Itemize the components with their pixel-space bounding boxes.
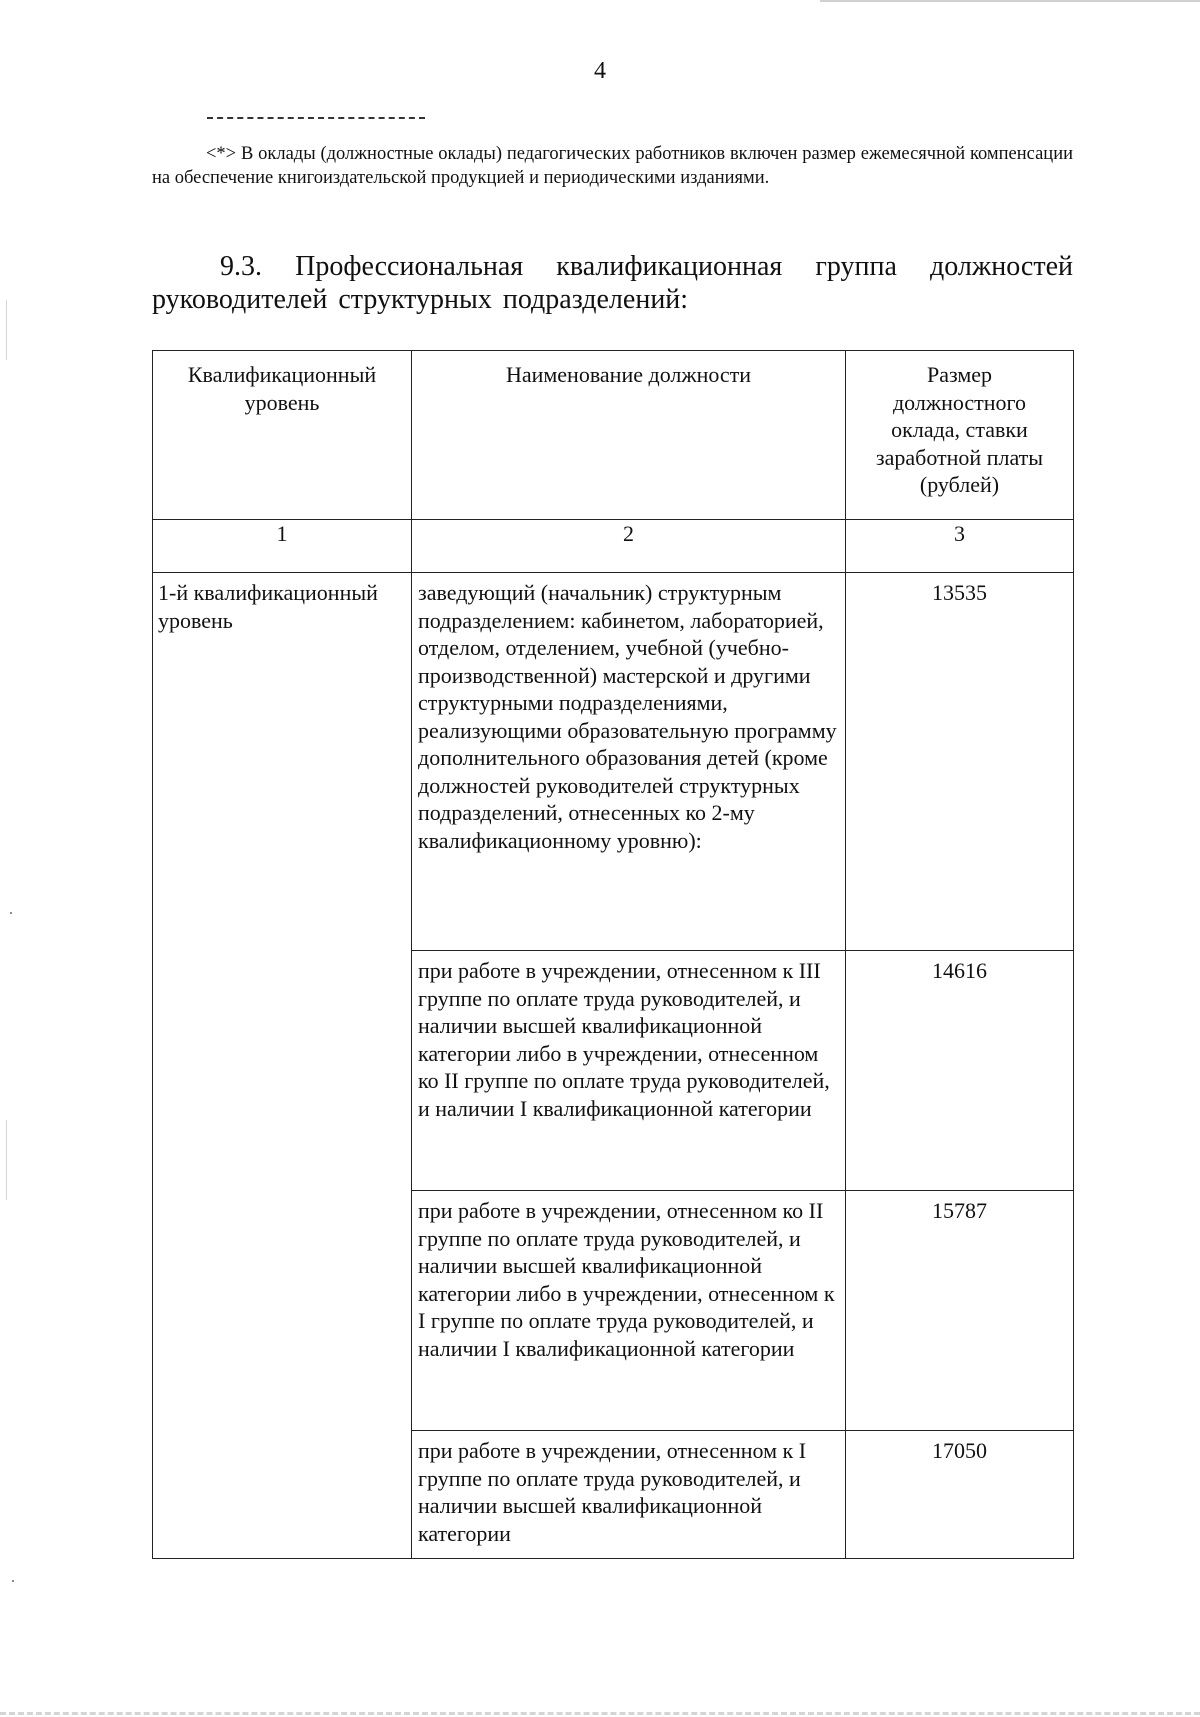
position-name-cell: при работе в учреждении, отнесенном к III группе по оплате труда руководителей, и наличии высшей квалификационной категории либо в учреждении, отнесенном ко II группе по оплате труда руководителей, и наличии I квалификационной категории — [412, 951, 846, 1191]
scan-artifact-dot — [12, 1580, 14, 1582]
scan-artifact-dot — [10, 912, 12, 914]
scan-artifact-edge — [6, 300, 7, 360]
header-salary-size: Размер должностного оклада, ставки заработной платы (рублей) — [846, 351, 1074, 520]
salary-value-cell: 17050 — [846, 1431, 1074, 1559]
table-header-row — [153, 351, 1074, 520]
page-number: 4 — [594, 58, 606, 84]
position-name-cell: при работе в учреждении, отнесенном ко II группе по оплате труда руководителей, и наличии высшей квалификационной категории либо в учреждении, отнесенном к I группе по оплате труда руководителей, и наличии I квалификационной категории — [412, 1191, 846, 1431]
table-row — [153, 573, 1074, 951]
table-column-numbers-row — [153, 520, 1074, 573]
salary-value-cell: 13535 — [846, 573, 1074, 951]
scan-artifact-edge — [6, 1120, 7, 1200]
column-number: 2 — [412, 520, 846, 573]
scan-artifact-top — [820, 0, 1200, 2]
column-number: 1 — [153, 520, 412, 573]
header-position-name: Наименование должности — [412, 351, 846, 520]
footnote-text: <*> В оклады (должностные оклады) педагогических работников включен размер ежемесячной компенсации на обеспечение книгоиздательской продукцией и периодическими изданиями. — [152, 144, 1073, 188]
salary-value-cell: 14616 — [846, 951, 1074, 1191]
section-heading: 9.3. Профессиональная квалификационная группа должностей руководителей структурных подразделений: — [152, 251, 1073, 315]
column-number: 3 — [846, 520, 1074, 573]
scan-artifact-bottom — [0, 1712, 1200, 1715]
header-qualification-level: Квалификационный уровень — [153, 351, 412, 520]
footnote-separator — [207, 117, 425, 119]
position-name-cell: при работе в учреждении, отнесенном к I группе по оплате труда руководителей, и наличии высшей квалификационной категории — [412, 1431, 846, 1559]
qualification-level-cell: 1-й квалификационный уровень — [153, 573, 412, 1559]
salary-table — [152, 350, 1074, 1559]
salary-value-cell: 15787 — [846, 1191, 1074, 1431]
position-name-cell: заведующий (начальник) структурным подразделением: кабинетом, лабораторией, отделом, отделением, учебной (учебно-производственной) мастерской и другими структурными подразделениями, реализующими образовательную программу дополнительного образования детей (кроме должностей руководителей структурных подразделений, отнесенных ко 2-му квалификационному уровню): — [412, 573, 846, 951]
